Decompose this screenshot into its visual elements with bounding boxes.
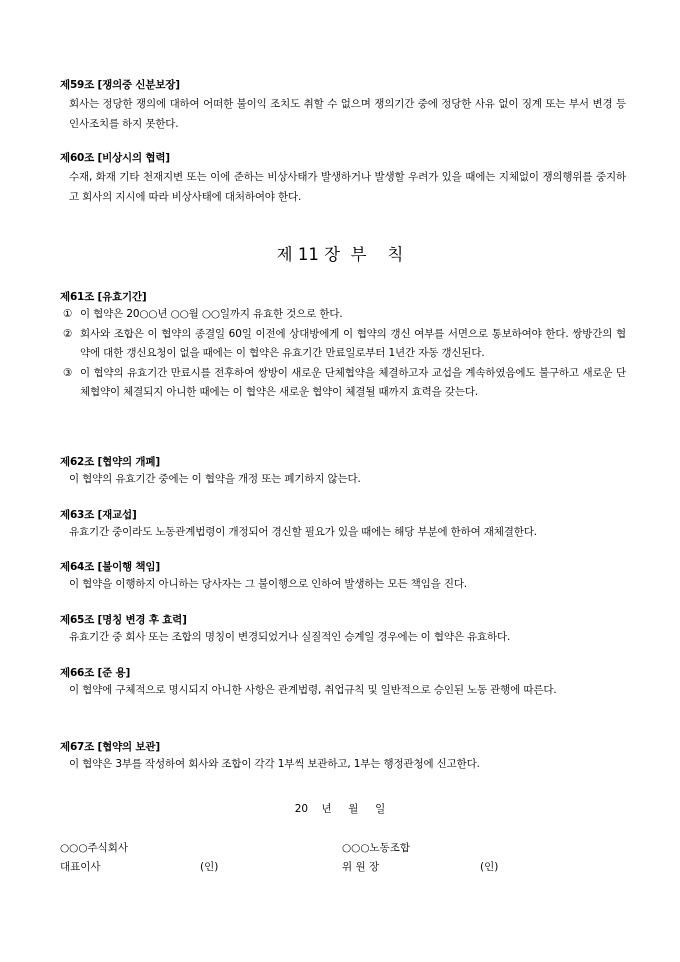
article-62 — [60, 455, 626, 490]
article-63 — [60, 508, 626, 543]
list-item — [63, 364, 626, 403]
article-64 — [60, 560, 626, 595]
article-body: 회사는 정당한 쟁의에 대하여 어떠한 불이익 조치도 취할 수 없으며 쟁의기간 중에 정당한 사유 없이 징계 또는 부서 변경 등 인사조치를 하지 못한다. — [69, 98, 626, 130]
article-67 — [60, 740, 626, 775]
item-number: ③ — [63, 366, 73, 379]
union-name: ○○○노동조합 — [342, 842, 411, 854]
item-number: ① — [63, 308, 73, 320]
chapter-title: 제 11 장 부 칙 — [276, 245, 404, 264]
article-65 — [60, 613, 626, 648]
date-line: 20 년 월 일 — [294, 803, 386, 815]
list-item — [63, 305, 626, 325]
article-body: 수재, 화재 기타 천재지변 또는 이에 준하는 비상사태가 발생하거나 발생할 우려가 있을 때에는 지체없이 쟁의행위를 중지하고 회사의 지시에 따라 비상사태에 대처하여야 한다. — [69, 171, 626, 203]
item-text: 이 협약의 유효기간 만료시를 전후하여 쌍방이 새로운 단체협약을 체결하고자 교섭을 계속하였음에도 불구하고 새로운 단체협약이 체결되지 아니한 때에는 이 협약은 새로운 협약이 체결될 때까지 효력을 갖는다. — [80, 366, 626, 398]
article-61 — [60, 290, 626, 403]
union-representative: 위 원 장 — [342, 861, 380, 873]
article-60 — [60, 151, 626, 207]
list-item — [63, 325, 626, 364]
article-66 — [60, 666, 626, 701]
company-name: ○○○주식회사 — [60, 842, 129, 854]
article-heading: 제66조 [준 용] — [60, 667, 131, 679]
article-heading: 제61조 [유효기간] — [60, 291, 147, 303]
article-heading: 제60조 [비상시의 협력] — [60, 152, 170, 164]
article-59 — [60, 78, 626, 134]
article-body: 이 협약에 구체적으로 명시되지 아니한 사항은 관계법령, 취업규칙 및 일반적으로 승인된 노동 관행에 따른다. — [69, 684, 557, 696]
company-seal: (인) — [200, 861, 219, 873]
article-heading: 제62조 [협약의 개폐] — [60, 456, 160, 468]
article-heading: 제59조 [쟁의중 신분보장] — [60, 79, 180, 91]
item-number: ② — [63, 327, 73, 340]
article-body: 이 협약을 이행하지 아니하는 당사자는 그 불이행으로 인하여 발생하는 모든 책임을 진다. — [69, 578, 467, 590]
article-body: 유효기간 중이라도 노동관계법령이 개정되어 경신할 필요가 있을 때에는 해당 부분에 한하여 재체결한다. — [69, 526, 537, 538]
item-text: 이 협약은 20○○년 ○○월 ○○일까지 유효한 것으로 한다. — [80, 308, 343, 320]
article-heading: 제64조 [불이행 책임] — [60, 561, 160, 573]
article-items — [60, 305, 626, 403]
item-text: 회사와 조합은 이 협약의 종결일 60일 이전에 상대방에게 이 협약의 갱신 여부를 서면으로 통보하여야 한다. 쌍방간의 협약에 대한 갱신요청이 없을 때에는 이 협약은 유효기간 만료일로부터 1년간 자동 갱신된다. — [80, 327, 626, 359]
article-heading: 제63조 [재교섭] — [60, 509, 137, 521]
article-body: 이 협약은 3부를 작성하여 회사와 조합이 각각 1부씩 보관하고, 1부는 행정관청에 신고한다. — [69, 758, 480, 770]
union-seal: (인) — [480, 861, 499, 873]
article-body: 이 협약의 유효기간 중에는 이 협약을 개정 또는 폐기하지 않는다. — [69, 473, 361, 485]
article-body: 유효기간 중 회사 또는 조합의 명칭이 변경되었거나 실질적인 승계일 경우에는 이 협약은 유효하다. — [69, 631, 511, 643]
article-heading: 제65조 [명칭 변경 후 효력] — [60, 614, 187, 626]
article-heading: 제67조 [협약의 보관] — [60, 741, 160, 753]
company-representative: 대표이사 — [60, 861, 101, 873]
